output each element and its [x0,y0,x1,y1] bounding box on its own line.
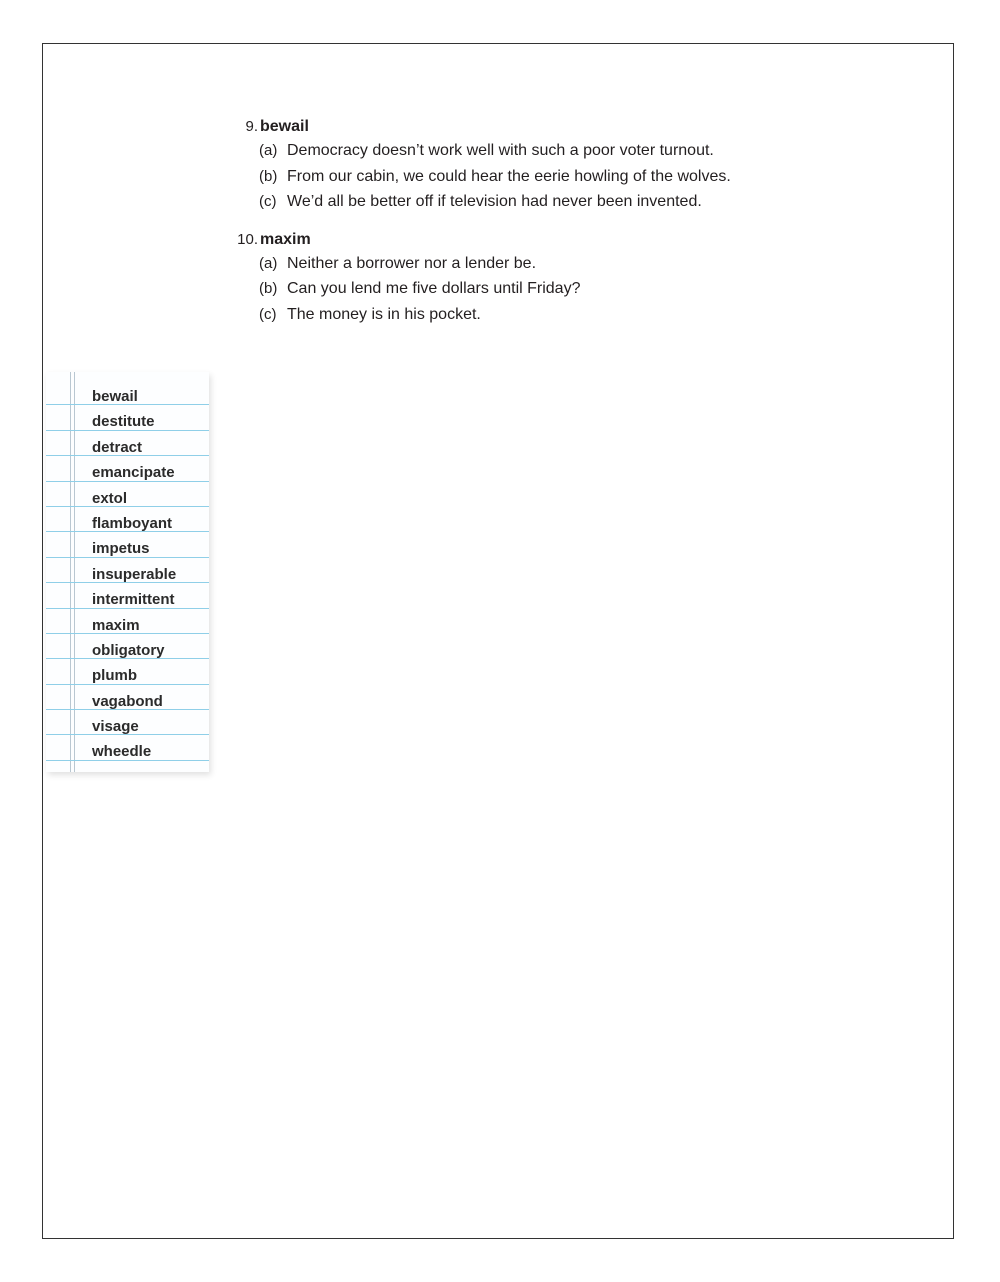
word-bank-item[interactable]: visage [46,710,209,735]
option-letter: (a) [259,254,278,272]
option-letter: (c) [259,193,277,210]
word-bank-item[interactable]: vagabond [46,685,209,710]
word-bank-item[interactable]: wheedle [46,735,209,760]
question-number: 9. [245,118,258,135]
word-bank-item[interactable]: destitute [46,405,209,430]
word-bank-item[interactable]: extol [46,482,209,507]
option-letter: (b) [259,280,278,297]
word-bank-item[interactable]: impetus [46,532,209,557]
question-word: bewail [260,118,309,135]
option-text: From our cabin, we could hear the eerie howling of the wolves. [287,167,731,185]
question-word: maxim [260,230,311,248]
option-c[interactable] [226,193,866,219]
option-c[interactable] [226,306,866,332]
option-text: We’d all be better off if television had never been invented. [287,193,702,210]
word-bank-item[interactable]: bewail [46,380,209,405]
option-text: The money is in his pocket. [287,305,481,323]
option-text: Can you lend me five dollars until Friday? [287,280,581,297]
word-bank-item[interactable]: obligatory [46,634,209,659]
option-b[interactable] [226,168,866,194]
questions-section [226,118,866,343]
word-bank-item[interactable]: insuperable [46,558,209,583]
question-10 [226,231,866,332]
option-letter: (c) [259,305,277,323]
word-bank-item[interactable]: detract [46,431,209,456]
option-a[interactable] [226,142,866,168]
word-bank [46,372,209,772]
question-header [226,118,866,142]
question-number: 10. [237,230,258,248]
word-bank-item[interactable]: flamboyant [46,507,209,532]
word-bank-item[interactable]: plumb [46,659,209,684]
question-header [226,231,866,255]
word-bank-item[interactable]: emancipate [46,456,209,481]
option-a[interactable] [226,255,866,281]
option-letter: (a) [259,142,278,159]
option-list [226,142,866,219]
word-bank-item[interactable]: maxim [46,609,209,634]
word-bank-item[interactable]: intermittent [46,583,209,608]
option-b[interactable] [226,280,866,306]
option-letter: (b) [259,167,278,185]
option-text: Democracy doesn’t work well with such a poor voter turnout. [287,142,714,159]
question-9 [226,118,866,219]
word-bank-list [46,380,209,761]
option-list [226,255,866,332]
option-text: Neither a borrower nor a lender be. [287,254,537,272]
